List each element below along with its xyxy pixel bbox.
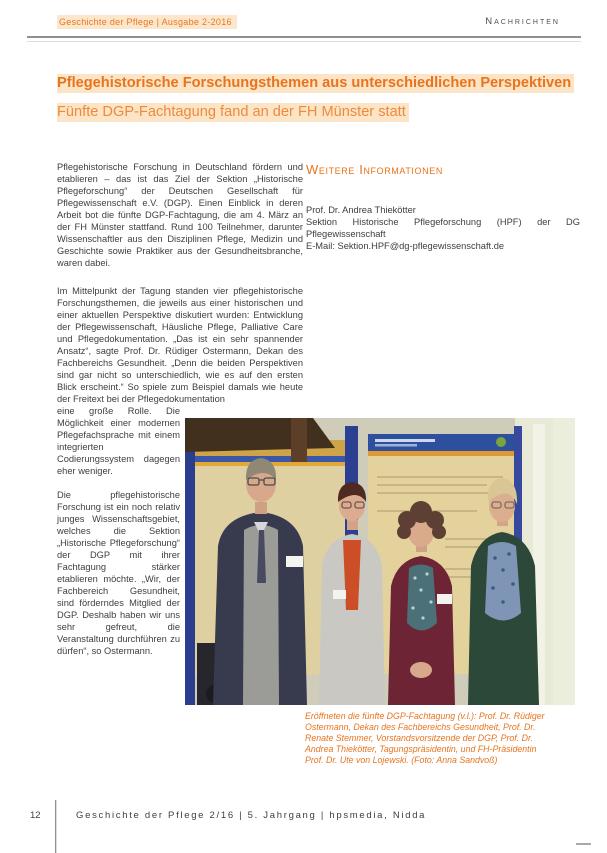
photo-caption: Eröffneten die fünfte DGP-Fachtagung (v.l.): Prof. Dr. Rüdiger Ostermann, Dekan des Fachbereichs Gesundheit, Prof. Dr. Renate Stemmer, Vorstandsvorsitzende der DGP, Prof. Dr. Andrea Thiekötter, Tagungspräsidentin, und FH-Präsidentin Prof. Dr. Ute von Lojewski. (Foto: Anna Sandvoß) [305,711,545,765]
section-label-nachrichten: Nachrichten [485,16,560,27]
contact-organisation: Sektion Historische Pflegeforschung (HPF) der DG Pflegewissenschaft [306,217,580,239]
footer-divider [55,800,56,853]
journal-reference: Geschichte der Pflege | Ausgabe 2-2016 [57,15,237,29]
conference-photo-illustration [185,418,575,705]
info-box-body [306,204,580,252]
header-divider [27,36,581,42]
article-subtitle-text: Fünfte DGP-Fachtagung fand an der FH Münster statt [57,103,409,122]
article-paragraph-2: Im Mittelpunkt der Tagung standen vier pflegehistorische Forschungsthemen, die jeweils aus einer historischen und einer aktuellen Perspektive diskutiert wurden: Entwicklung der Pflegewissenschaft, Häusliche Pflege, Palliative Care und Pflegedokumentation. „Das ist ein sehr spannender Ansatz“, sagte Prof. Dr. Rüdiger Ostermann, Dekan des Fachbereichs Gesundheit. „Denn die beiden Perspektiven sind gar nicht so unterschiedlich, wie es auf den ersten Blick erscheint.“ So spiele zum Beispiel damals wie heute der Freitext bei der Pflegedokumentation [57,286,303,404]
article-paragraph-2-continued: eine große Rolle. Die Möglichkeit einer modernen Pflegefachsprache mit einem integrierten Codierungssystem dagegen eher weniger. [57,406,180,476]
name-badge [286,556,303,567]
page-corner-mark [576,843,591,845]
info-box-heading: Weitere Informationen [306,162,443,177]
page-number: 12 [30,810,41,821]
person-thiekoetter [388,501,455,705]
name-badge [333,590,346,599]
article-paragraph-3: Die pflegehistorische Forschung ist ein noch relativ junges Wissenschaftsgebiet, welches die Sektion „Historische Pflegeforschung“ der DGP mit ihrer Fachtagung stärker etablieren möchte. „Wir, der Fachbereich Gesundheit, sind förderndes Mitglied der DGP. Deshalb haben wir uns sehr gefreut, die Veranstaltung durchführen zu dürfen“, so Ostermann. [57,490,180,656]
contact-name: Prof. Dr. Andrea Thiekötter [306,205,416,215]
contact-email: E-Mail: Sektion.HPF@dg-pflegewissenschaft.de [306,241,505,251]
article-subtitle [57,104,577,120]
article-paragraph-1: Pflegehistorische Forschung in Deutschland fördern und etablieren – das ist das Ziel der Sektion „Historische Pflegeforschung“ der Deutschen Gesellschaft für Pflegewissenschaft e.V. (DGP). Einen Einblick in deren Arbeit bot die fünfte DGP-Fachtagung, die am 4. März an der FH Münster stattfand. Rund 100 Teilnehmer, darunter Wissenschaftler aus den Disziplinen Pflege, Medizin und Geschichte sowie Praktiker aus der Gesundheitsbranche, waren dabei. [57,162,303,268]
article-title-text: Pflegehistorische Forschungsthemen aus unterschiedlichen Perspektiven [57,74,574,93]
conference-photo [185,418,575,705]
article-title [57,75,577,91]
article-narrow-column [57,405,180,657]
footer-imprint: Geschichte der Pflege 2/16 | 5. Jahrgang | hpsmedia, Nidda [76,810,427,821]
name-badge [437,594,452,604]
